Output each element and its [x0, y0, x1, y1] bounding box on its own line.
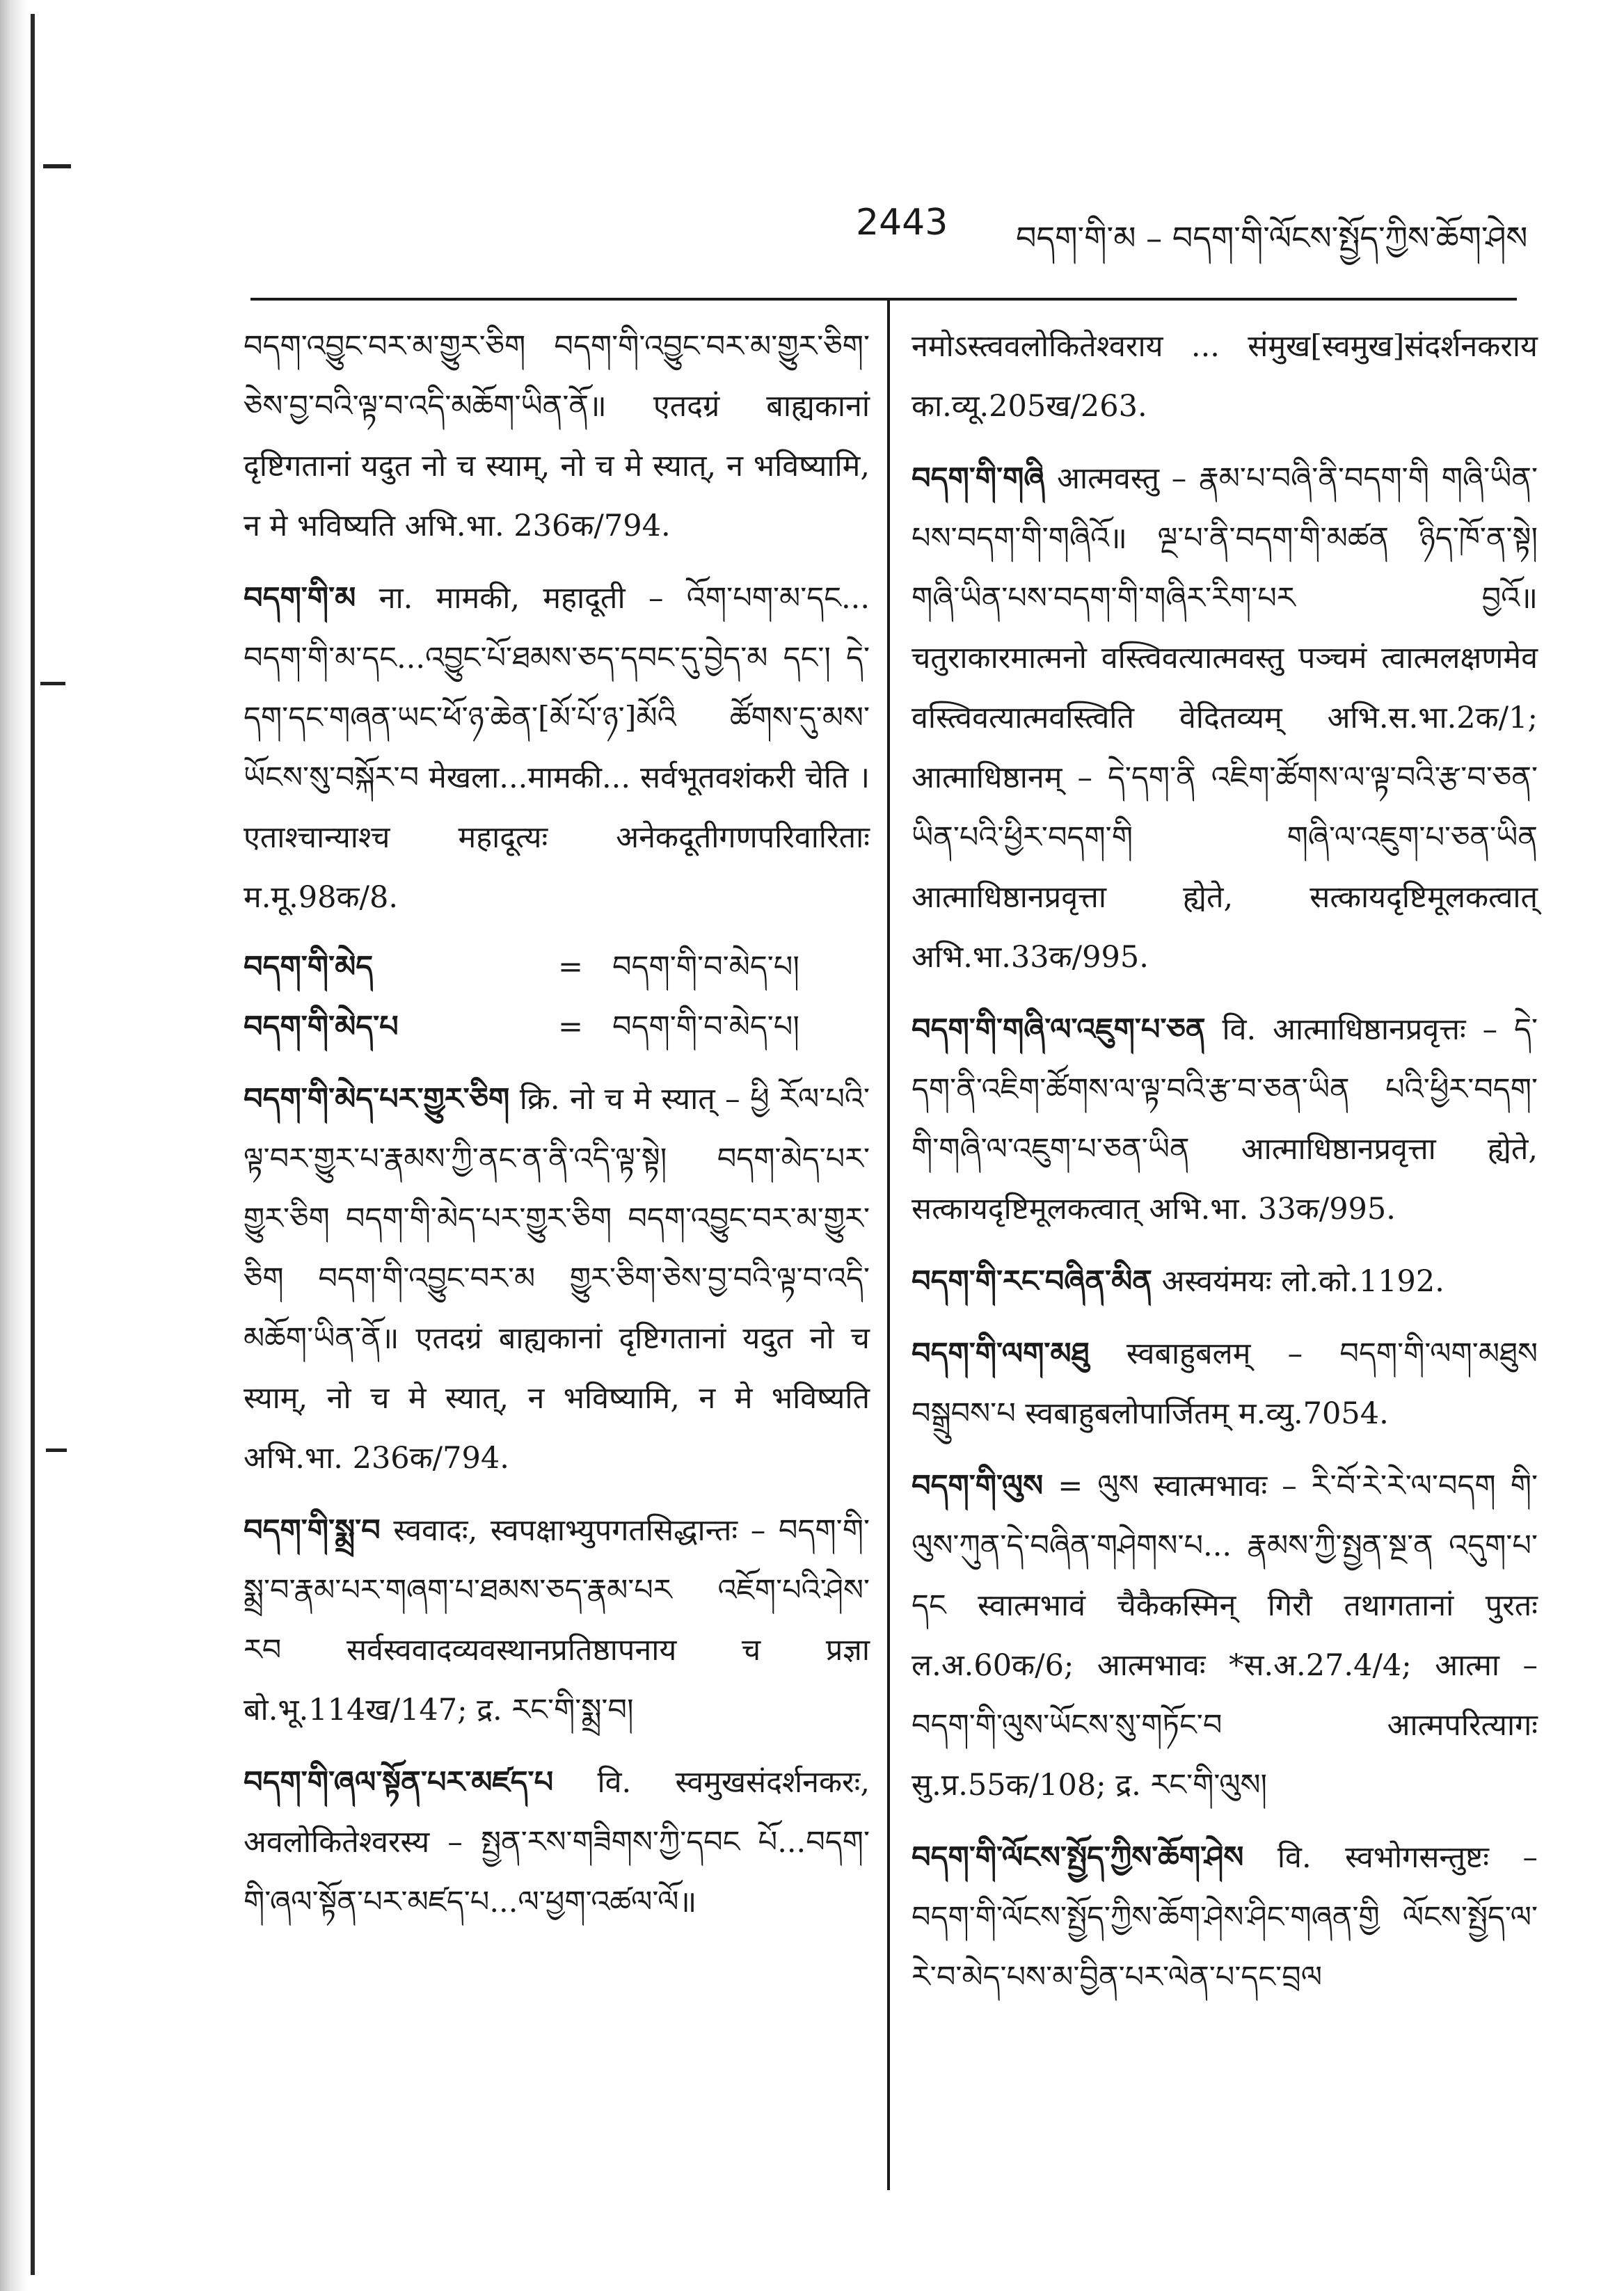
header-rule	[250, 298, 1517, 301]
left-column	[244, 317, 870, 1942]
entry-body: = ལུས स्वात्मभावः – རི་བོ་རེ་རེ་ལ་བདག གི་ལུས་ཀུན་དེ་བཞིན་གཤེགས་པ... རྣམས་ཀྱི་སྤྱན་སྔ་ན འདུག་པ་དང स्वात्मभावं चैकैकस्मिन् गिरौ तथागतानां पुरतः ल.अ.60क/6; आत्मभावः *स.अ.27.4/4; आत्मा – བདག་གི་ལུས་ཡོངས་སུ་གཏོང་བ आत्मपरित्यागः सु.प्र.55क/108; द्र. རང་གི་ལུས།	[911, 1469, 1538, 1803]
entry	[244, 1069, 870, 1488]
entry-headword: བདག་གི་ལུས	[911, 1469, 1044, 1503]
entry	[911, 1828, 1538, 2007]
entry	[911, 1252, 1538, 1311]
margin-tick	[46, 1448, 67, 1452]
column-divider	[887, 298, 890, 2190]
cross-reference-entry	[244, 997, 870, 1057]
entry-headword: བདག་གི་མེད་པར་གྱུར་ཅིག	[244, 1082, 510, 1117]
entry-headword: བདག་གི་སྨྲ་བ	[244, 1513, 381, 1548]
entry-body: वि. स्वभोगसन्तुष्टः – བདག་གི་ལོངས་སྤྱོད་ཀྱིས་ཆོག་ཤེས་ཤིང་གཞན་གྱི ལོངས་སྤྱོད་ལ་རེ་བ་མེད་པས་མ་བྱིན་པར་ལེན་པ་དང་བྲལ	[911, 1840, 1538, 1995]
equals-sign: =	[557, 950, 584, 984]
margin-tick	[40, 682, 65, 685]
equals-sign: =	[557, 1009, 584, 1044]
entry	[244, 1753, 870, 1932]
entry	[911, 1456, 1538, 1815]
entry-body: བདག་གི་བ་མེད་པ།	[612, 950, 799, 984]
entry	[244, 568, 870, 927]
cross-reference-entry	[244, 937, 870, 997]
entry-continuation	[911, 317, 1538, 436]
entry-headword: བདག་གི་རང་བཞིན་མིན	[911, 1264, 1152, 1299]
margin-tick	[43, 164, 71, 168]
page-number: 2443	[856, 202, 948, 244]
scan-edge-shadow	[0, 0, 28, 2291]
entry-body: स्ववादः, स्वपक्षाभ्युपगतसिद्धान्तः – བདག་གི་སྨྲ་བ་རྣམ་པར་གཞག་པ་ཐམས་ཅད་རྣམ་པར འཇོག་པའི་ཤེས་རབ सर्वस्ववादव्यवस्थानप्रतिष्ठापनाय च प्रज्ञा बो.भू.114ख/147; द्र. རང་གི་སྨྲ་བ།	[244, 1513, 870, 1727]
entry	[911, 1324, 1538, 1444]
entry-headword: བདག་གི་ལོངས་སྤྱོད་ཀྱིས་ཆོག་ཤེས	[911, 1840, 1244, 1875]
entry-headword: བདག་གི་ཞལ་སྟོན་པར་མཛད་པ	[244, 1765, 554, 1800]
entry-body: वि. आत्माधिष्ठानप्रवृत्तः – དེ་དག་ནི་འཇིག་ཚོགས་ལ་ལྟ་བའི་རྩ་བ་ཅན་ཡིན པའི་ཕྱིར་བདག་གི་གཞི་ལ་འཇུག་པ་ཅན་ཡིན आत्माधिष्ठानप्रवृत्ता ह्येते, सत्कायदृष्टिमूलकत्वात् अभि.भा. 33क/995.	[911, 1012, 1538, 1227]
entry-body: स्वबाहुबलम् – བདག་གི་ལག་མཐུས བསྒྲུབས་པ स्वबाहुबलोपार्जितम् म.व्यु.7054.	[911, 1336, 1538, 1431]
entry-headword: བདག་གི་མ	[244, 581, 356, 616]
entry-continuation	[244, 317, 870, 556]
entry-headword: བདག་གི་མེད	[244, 950, 374, 984]
entry-body: वि. स्वमुखसंदर्शनकरः, अवलोकितेश्वरस्य – སྤྱན་རས་གཟིགས་ཀྱི་དབང པོ...བདག་གི་ཞལ་སྟོན་པར་མཛད་པ...ལ་ཕྱག་འཚལ་ལོ॥	[244, 1765, 870, 1919]
entry-headword: བདག་གི་ལག་མཐུ	[911, 1336, 1090, 1371]
binding-line	[31, 14, 35, 2275]
entry	[911, 1000, 1538, 1239]
entry-headword: བདག་གི་གཞི་ལ་འཇུག་པ་ཅན	[911, 1012, 1206, 1047]
entry-headword: བདག་གི་མེད་པ	[244, 1009, 399, 1044]
entry-body: ना. मामकी, महादूती – འོག་པག་མ་དང... བདག་གི་མ་དང...འབྱུང་པོ་ཐམས་ཅད་དབང་དུ་བྱེད་མ དང་། དེ་དག་དང་གཞན་ཡང་ཕོ་ཉ་ཆེན་[མོ་པོ་ཉ་]མོའི ཚོགས་དུ་མས་ཡོངས་སུ་བསྐོར་བ मेखला...मामकी... सर्वभूतवशंकरी चेति । एताश्चान्याश्च महादूत्यः अनेकदूतीगणपरिवारिताः म.मू.98क/8.	[244, 581, 870, 915]
entry-body: आत्मवस्तु – རྣམ་པ་བཞི་ནི་བདག་གི གཞི་ཡིན་པས་བདག་གི་གཞིའོ॥ ལྔ་པ་ནི་བདག་གི་མཚན ཉིད་ཁོ་ན་སྟེ། གཞི་ཡིན་པས་བདག་གི་གཞིར་རིག་པར བྱའོ॥ चतुराकारमात्मनो वस्त्विवत्यात्मवस्तु पञ्चमं त्वात्मलक्षणमेव वस्त्विवत्यात्मवस्त्विति वेदितव्यम् अभि.स.भा.2क/1; आत्माधिष्ठानम् – དེ་དག་ནི འཇིག་ཚོགས་ལ་ལྟ་བའི་རྩ་བ་ཅན་ཡིན་པའི་ཕྱིར་བདག་གི གཞི་ལ་འཇུག་པ་ཅན་ཡིན आत्माधिष्ठानप्रवृत्ता ह्येते, सत्कायदृष्टिमूलकत्वात् अभि.भा.33क/995.	[911, 461, 1538, 975]
entry-body: नमोऽस्त्ववलोकितेश्वराय ... संमुख[स्वमुख]संदर्शनकराय का.व्यू.205ख/263.	[911, 329, 1538, 424]
guide-words: བདག་གི་མ – བདག་གི་ལོངས་སྤྱོད་ཀྱིས་ཆོག་ཤེས	[1016, 219, 1528, 257]
entry-body: བདག་འབྱུང་བར་མ་གྱུར་ཅིག བདག་གི་འབྱུང་བར་མ་གྱུར་ཅིག་ཅེས་བྱ་བའི་ལྟ་བ་འདི་མཆོག་ཡིན་ནོ॥ एतदग्रं बाह्यकानां दृष्टिगतानां यदुत नो च स्याम्, नो च मे स्यात्, न भविष्यामि, न मे भविष्यति अभि.भा. 236क/794.	[244, 329, 870, 543]
entry-body: བདག་གི་བ་མེད་པ།	[612, 1009, 799, 1044]
entry-body: क्रि. नो च मे स्यात् – ཕྱི རོལ་པའི་ལྟ་བར་གྱུར་པ་རྣམས་ཀྱི་ནང་ན་ནི་འདི་ལྟ་སྟེ། བདག་མེད་པར་གྱུར་ཅིག བདག་གི་མེད་པར་གྱུར་ཅིག བདག་འབྱུང་བར་མ་གྱུར་ཅིག བདག་གི་འབྱུང་བར་མ གྱུར་ཅིག་ཅེས་བྱ་བའི་ལྟ་བ་འདི་མཆོག་ཡིན་ནོ॥ एतदग्रं बाह्यकानां दृष्टिगतानां यदुत नो च स्याम्, नो च मे स्यात्, न भविष्यामि, न मे भविष्यति अभि.भा. 236क/794.	[244, 1082, 870, 1476]
entry-body: अस्वयंमयः लो.को.1192.	[1152, 1264, 1444, 1299]
entry	[244, 1501, 870, 1740]
right-column	[911, 317, 1538, 2017]
entry-headword: བདག་གི་གཞི	[911, 461, 1045, 496]
entry	[911, 449, 1538, 987]
